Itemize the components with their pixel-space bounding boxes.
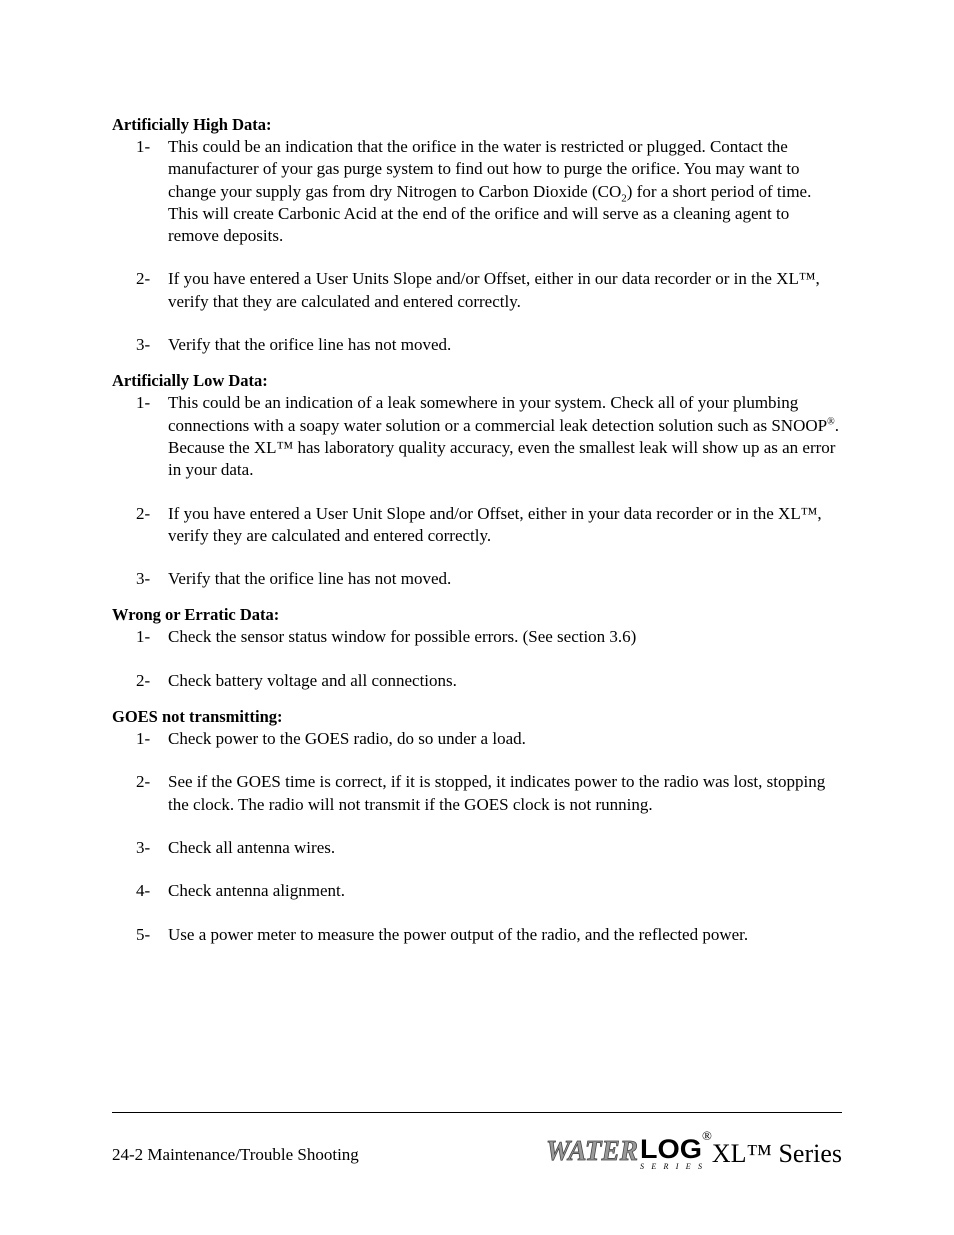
item-number: 4- <box>136 881 151 901</box>
footer-divider <box>112 1112 842 1113</box>
section-high-data <box>112 114 844 356</box>
footer-page-label: 24-2 Maintenance/Trouble Shooting <box>112 1145 359 1164</box>
section-heading: Wrong or Erratic Data: <box>112 605 280 625</box>
list-item <box>112 626 844 648</box>
item-number: 1- <box>136 137 151 156</box>
section-heading: GOES not transmitting: <box>112 707 283 727</box>
item-text: If you have entered a User Unit Slope and/or Offset, either in your data recorder or in the XL™, verify they are calculated and entered correctly. <box>168 503 822 545</box>
item-text: Use a power meter to measure the power output of the radio, and the reflected power. <box>168 924 749 944</box>
item-text: Check all antenna wires. <box>168 837 336 857</box>
list-item <box>112 568 844 590</box>
item-text: Check the sensor status window for possible errors. (See section 3.6) <box>168 627 637 647</box>
item-number: 1- <box>136 729 151 749</box>
series-title: XL™ Series <box>711 1139 842 1168</box>
item-number: 2- <box>136 772 151 792</box>
section-low-data <box>112 370 844 590</box>
list-item <box>112 392 844 481</box>
logo-registered-mark: ® <box>701 1128 712 1143</box>
item-text: Check battery voltage and all connections. <box>168 670 457 690</box>
section-erratic-data <box>112 604 844 692</box>
item-number: 3- <box>136 569 151 589</box>
list-item <box>112 503 844 548</box>
item-number: 2- <box>136 670 151 690</box>
list-item <box>112 837 844 859</box>
item-number: 3- <box>136 837 151 857</box>
list-item <box>112 728 844 750</box>
list-item <box>112 136 844 247</box>
item-text: This could be an indication of a leak somewhere in your system. Check all of your plumbing connections with a soapy water solution or a commercial leak detection solution such as SNOOP®. Because the XL™ has laboratory quality accuracy, even the smallest leak will show up as an error in your data. <box>168 393 839 480</box>
list-item <box>112 334 844 356</box>
item-text: Verify that the orifice line has not moved. <box>168 569 452 589</box>
item-text: If you have entered a User Units Slope and/or Offset, either in our data recorder or in the XL™, verify that they are calculated and entered correctly. <box>168 269 820 311</box>
item-text: Check power to the GOES radio, do so under a load. <box>168 729 526 749</box>
item-number: 3- <box>136 335 151 355</box>
logo-series-text: SERIES <box>639 1162 702 1170</box>
section-heading: Artificially High Data: <box>112 115 272 134</box>
footer-brand <box>544 1128 842 1170</box>
item-number: 2- <box>136 503 151 523</box>
item-number: 1- <box>136 627 151 647</box>
list-item <box>112 924 844 946</box>
registered-mark: ® <box>827 416 835 428</box>
logo-water-text: WATER <box>545 1136 638 1167</box>
list-item <box>112 771 844 816</box>
item-number: 5- <box>136 924 151 944</box>
list-item <box>112 880 844 902</box>
section-heading: Artificially Low Data: <box>112 371 268 391</box>
item-text: Check antenna alignment. <box>168 881 346 901</box>
item-text: Verify that the orifice line has not moved. <box>168 335 452 355</box>
list-item <box>112 670 844 692</box>
item-text: See if the GOES time is correct, if it is stopped, it indicates power to the radio was lost, stopping the clock. The radio will not transmit if the GOES clock is not running. <box>168 772 826 814</box>
page-content <box>112 114 844 960</box>
section-goes <box>112 706 844 946</box>
item-number: 2- <box>136 269 151 289</box>
list-item <box>112 268 844 313</box>
logo-log-text: LOG <box>639 1134 702 1164</box>
subscript: 2 <box>621 191 627 204</box>
item-text: This could be an indication that the orifice in the water is restricted or plugged. Contact the manufacturer of your gas purge system to find out how to purge the orifice. You may want to change your supply gas from dry Nitrogen to Carbon Dioxide $(CO_2)$ for a short period of time. This will create Carbonic Acid at the end of the orifice and will serve as a cleaning agent to remove deposits. <box>168 137 812 246</box>
waterlog-logo-icon <box>544 1128 712 1170</box>
item-number: 1- <box>136 393 151 413</box>
waterlog-logo <box>544 1128 712 1170</box>
